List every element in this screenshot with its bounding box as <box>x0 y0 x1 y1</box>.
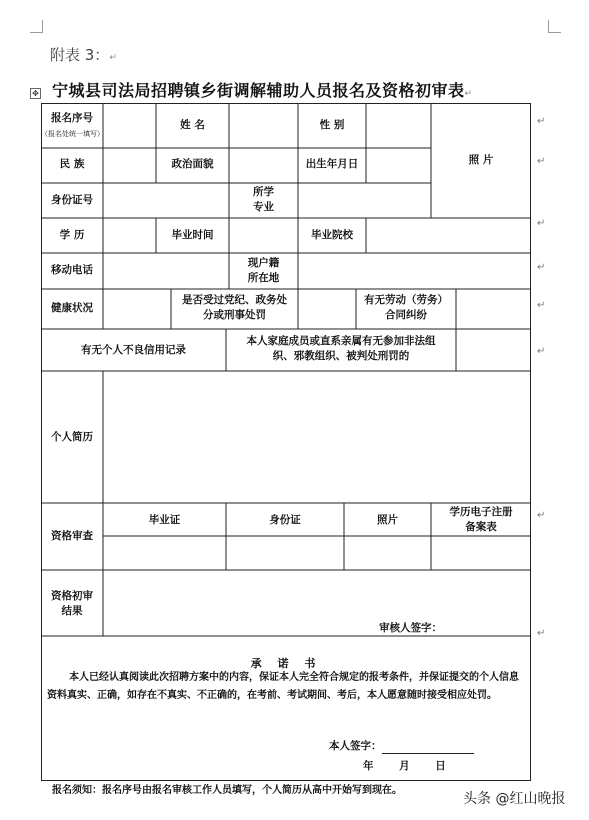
photo-box[interactable] <box>431 103 531 218</box>
reg-no-field[interactable] <box>103 103 156 148</box>
education-field[interactable] <box>103 218 156 253</box>
row-end-mark: ↵ <box>537 510 546 521</box>
graduation-school-field[interactable] <box>366 218 531 253</box>
pledge-signature-label: 本人签字： <box>329 739 474 754</box>
row-end-mark: ↵ <box>537 116 546 127</box>
credit-record-label: 有无个人不良信用记录 <box>81 344 186 356</box>
crop-mark-top-left <box>30 20 43 33</box>
diploma-header: 毕业证 <box>148 514 181 526</box>
education-registration-header: 学历电子注册 备案表 <box>449 506 513 533</box>
diploma-check-field[interactable] <box>103 536 226 570</box>
id-number-field[interactable] <box>103 183 229 218</box>
name-label: 姓 名 <box>180 119 205 131</box>
registration-form-table <box>41 103 531 783</box>
reg-no-label: 报名序号 （报名处统一填写） <box>41 112 104 138</box>
birth-date-field[interactable] <box>366 148 431 183</box>
resume-field[interactable] <box>103 371 531 503</box>
photo-check-header: 照片 <box>377 514 398 526</box>
ethnicity-label: 民 族 <box>59 158 85 170</box>
mobile-phone-field[interactable] <box>103 253 229 289</box>
pledge-date: 年 月 日 <box>363 760 446 772</box>
row-end-mark: ↵ <box>537 300 546 311</box>
family-illegal-org-field[interactable] <box>456 329 531 371</box>
row-end-mark: ↵ <box>537 346 546 357</box>
major-label: 所学 专业 <box>253 186 274 213</box>
mobile-phone-label: 移动电话 <box>51 264 93 276</box>
table-move-handle-icon[interactable]: ✥ <box>30 88 41 99</box>
residence-label: 现户籍 所在地 <box>247 257 280 284</box>
graduation-time-field[interactable] <box>229 218 298 253</box>
id-number-label: 身份证号 <box>51 194 93 206</box>
registration-notice: 报名须知：报名序号由报名审核工作人员填写，个人简历从高中开始写到现在。 <box>52 785 402 796</box>
major-field[interactable] <box>298 183 431 218</box>
row-end-mark: ↵ <box>537 628 546 639</box>
appendix-label: 附表 3：↵ <box>50 46 117 64</box>
graduation-school-label: 毕业院校 <box>311 229 353 241</box>
photo-label: 照 片 <box>468 154 494 166</box>
row-end-mark: ↵ <box>537 156 546 167</box>
form-title: 宁城县司法局招聘镇乡街调解辅助人员报名及资格初审表↵ <box>52 81 473 100</box>
row-end-mark: ↵ <box>537 262 546 273</box>
name-field[interactable] <box>229 103 298 148</box>
id-card-header: 身份证 <box>269 514 301 526</box>
labor-dispute-label: 有无劳动（劳务） 合同纠纷 <box>364 294 448 321</box>
crop-mark-top-right <box>548 20 561 33</box>
health-status-field[interactable] <box>103 289 171 329</box>
resume-label: 个人简历 <box>51 431 93 443</box>
graduation-time-label: 毕业时间 <box>171 229 214 241</box>
discipline-record-field[interactable] <box>298 289 356 329</box>
political-status-field[interactable] <box>229 148 298 183</box>
preliminary-result-label: 资格初审 结果 <box>51 590 93 617</box>
health-status-label: 健康状况 <box>51 302 93 314</box>
ethnicity-field[interactable] <box>103 148 156 183</box>
discipline-record-label: 是否受过党纪、政务处 分或刑事处罚 <box>182 294 287 321</box>
birth-date-label: 出生年月日 <box>305 158 359 170</box>
id-card-check-field[interactable] <box>226 536 344 570</box>
political-status-label: 政治面貌 <box>171 158 214 170</box>
education-registration-check-field[interactable] <box>431 536 531 570</box>
pledge-title: 承 诺 书 <box>250 657 322 670</box>
pledge-body: 本人已经认真阅读此次招聘方案中的内容，保证本人完全符合规定的报考条件，并保证提交的个人信息资料真实、正确，如存在不真实、不正确的，在考前、考试期间、考后，本人愿意随时接受相应处罚。 <box>47 672 519 701</box>
labor-dispute-field[interactable] <box>456 289 531 329</box>
gender-field[interactable] <box>366 103 431 148</box>
photo-check-field[interactable] <box>344 536 431 570</box>
pledge-signature-line[interactable] <box>382 743 474 754</box>
education-label: 学 历 <box>59 229 85 241</box>
residence-field[interactable] <box>298 253 531 289</box>
gender-label: 性 别 <box>319 119 345 131</box>
family-illegal-org-label: 本人家庭成员或直系亲属有无参加非法组 织、邪教组织、被判处刑罚的 <box>246 335 436 362</box>
source-watermark: 头条 @红山晚报 <box>463 791 566 807</box>
qualification-review-label: 资格审查 <box>51 530 93 542</box>
row-end-mark: ↵ <box>537 218 546 229</box>
preliminary-result-field[interactable] <box>103 570 531 636</box>
reviewer-signature-label: 审核人签字： <box>379 622 442 634</box>
